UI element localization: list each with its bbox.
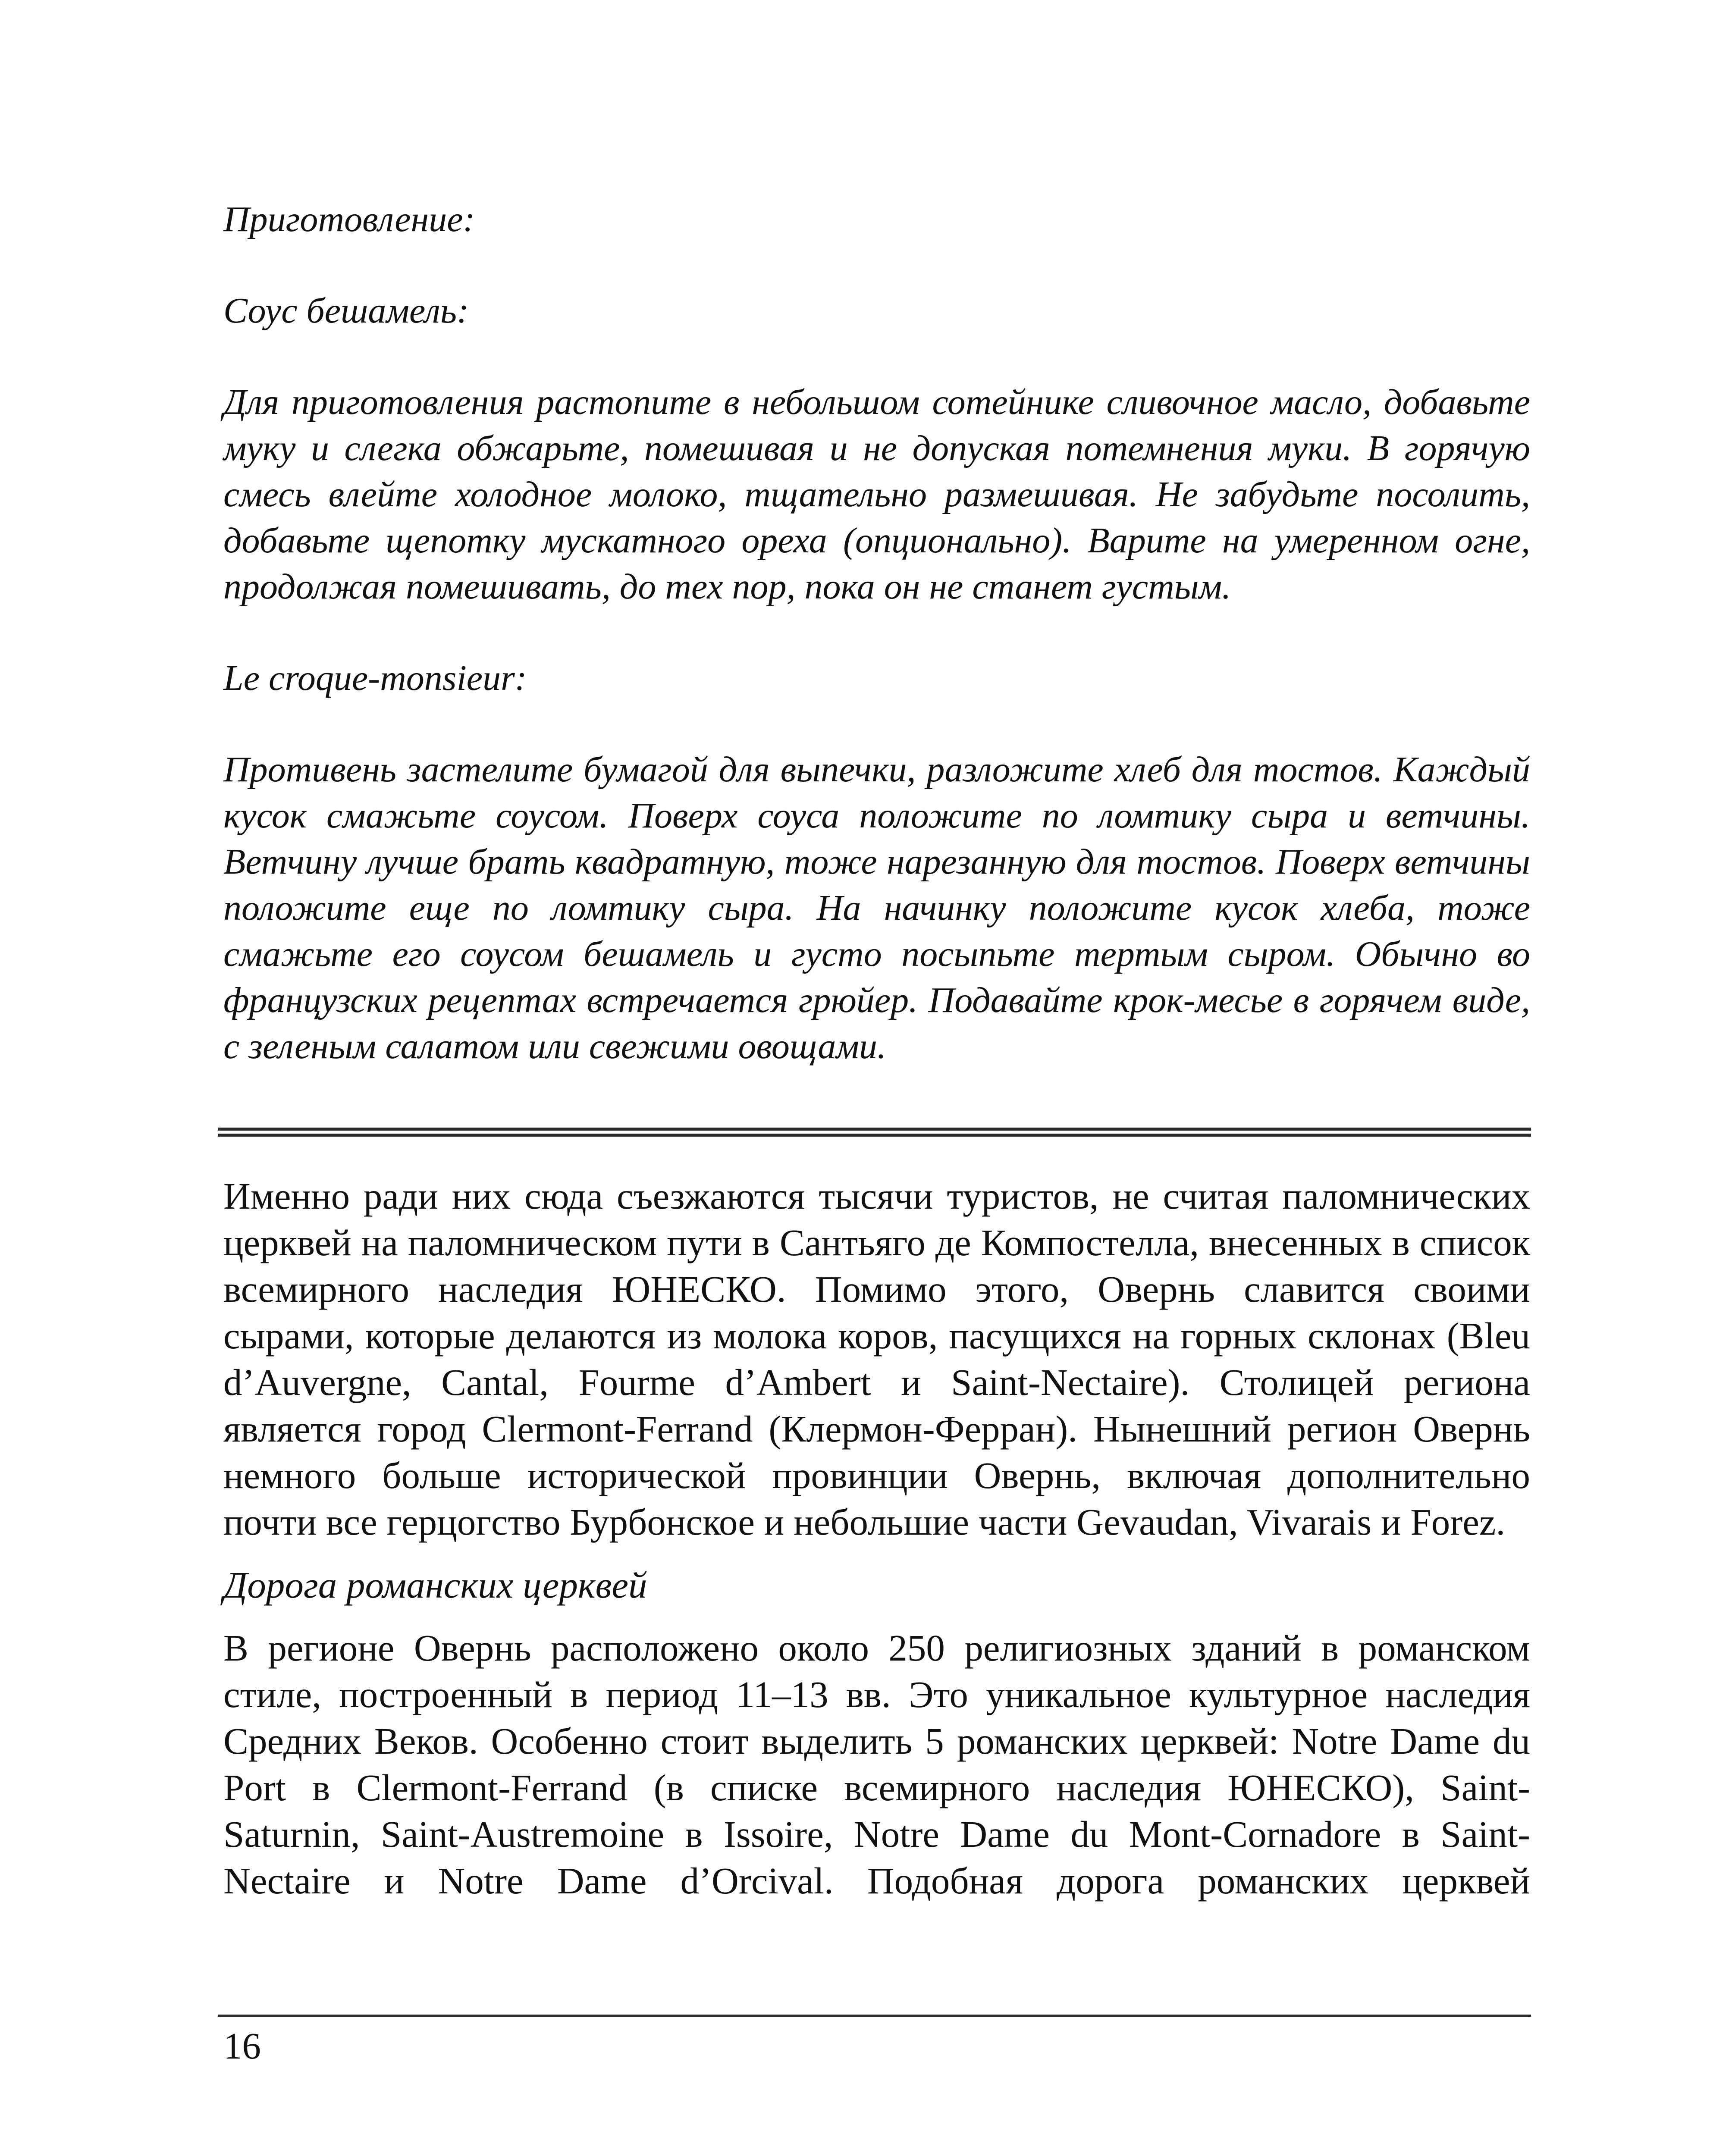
article-section [223, 1173, 1530, 1904]
divider-line-bottom [218, 1134, 1531, 1137]
divider-line-top [218, 1128, 1531, 1131]
footer-rule [218, 2015, 1531, 2017]
croque-paragraph: Противень застелите бумагой для выпечки, разложите хлеб для тостов. Каждый кусок смажьте соусом. Поверх соуса положите по ломтику сыра и ветчины. Ветчину лучше брать квадратную, тоже нарезанную для тостов. Поверх ветчины положите еще по ломтику сыра. На начинку положите кусок хлеба, тоже смажьте его соусом бешамель и густо посыпьте тертым сыром. Обычно во французских рецептах встречается грюйер. Подавайте крок-месье в горячем виде, с зеленым салатом или свежими овощами. [223, 749, 1530, 1066]
article-subheading: Дорога романских церквей [223, 1564, 647, 1606]
section-divider [218, 1128, 1531, 1137]
preparation-heading: Приготовление: [223, 199, 475, 239]
page-number: 16 [223, 2025, 261, 2067]
bechamel-heading: Соус бешамель: [223, 291, 469, 331]
bechamel-paragraph: Для приготовления растопите в небольшом сотейнике сливочное масло, добавьте муку и слегка обжарьте, помешивая и не допуская потемнения муки. В горячую смесь влейте холодное молоко, тщательно размешивая. Не забудьте посолить, добавьте щепотку мускатного ореха (опционально). Варите на умеренном огне, продолжая помешивать, до тех пор, пока он не станет густым. [223, 382, 1530, 607]
croque-heading: Le croque-monsieur: [223, 658, 527, 698]
recipe-section [223, 196, 1530, 1069]
article-paragraph-1: Именно ради них сюда съезжаются тысячи туристов, не считая паломнических церквей на паломническом пути в Сантьяго де Компостелла, внесенных в список всемирного наследия ЮНЕСКО. Помимо этого, Овернь славится своими сырами, которые делаются из молока коров, пасущихся на горных склонах (Bleu d’Auvergne, Cantal, Fourme d’Ambert и Saint-Nectaire). Столицей региона является город Clermont-Ferrand (Клермон-Ферран). Нынешний регион Овернь немного больше исторической провинции Овернь, включая дополнительно почти все герцогство Бурбонское и небольшие части Gevaudan, Vivarais и Forez. [223, 1175, 1530, 1543]
article-paragraph-2: В регионе Овернь расположено около 250 религиозных зданий в романском стиле, построенный в период 11–13 вв. Это уникальное культурное наследия Средних Веков. Особенно стоит выделить 5 романских церквей: Notre Dame du Port в Clermont-Ferrand (в списке всемирного наследия ЮНЕСКО), Saint-Saturnin, Saint-Austremoine в Issoire, Notre Dame du Mont-Cornadore в Saint-Nectaire и Notre Dame d’Orcival. Подобная дорога романских церквей [223, 1627, 1530, 1902]
